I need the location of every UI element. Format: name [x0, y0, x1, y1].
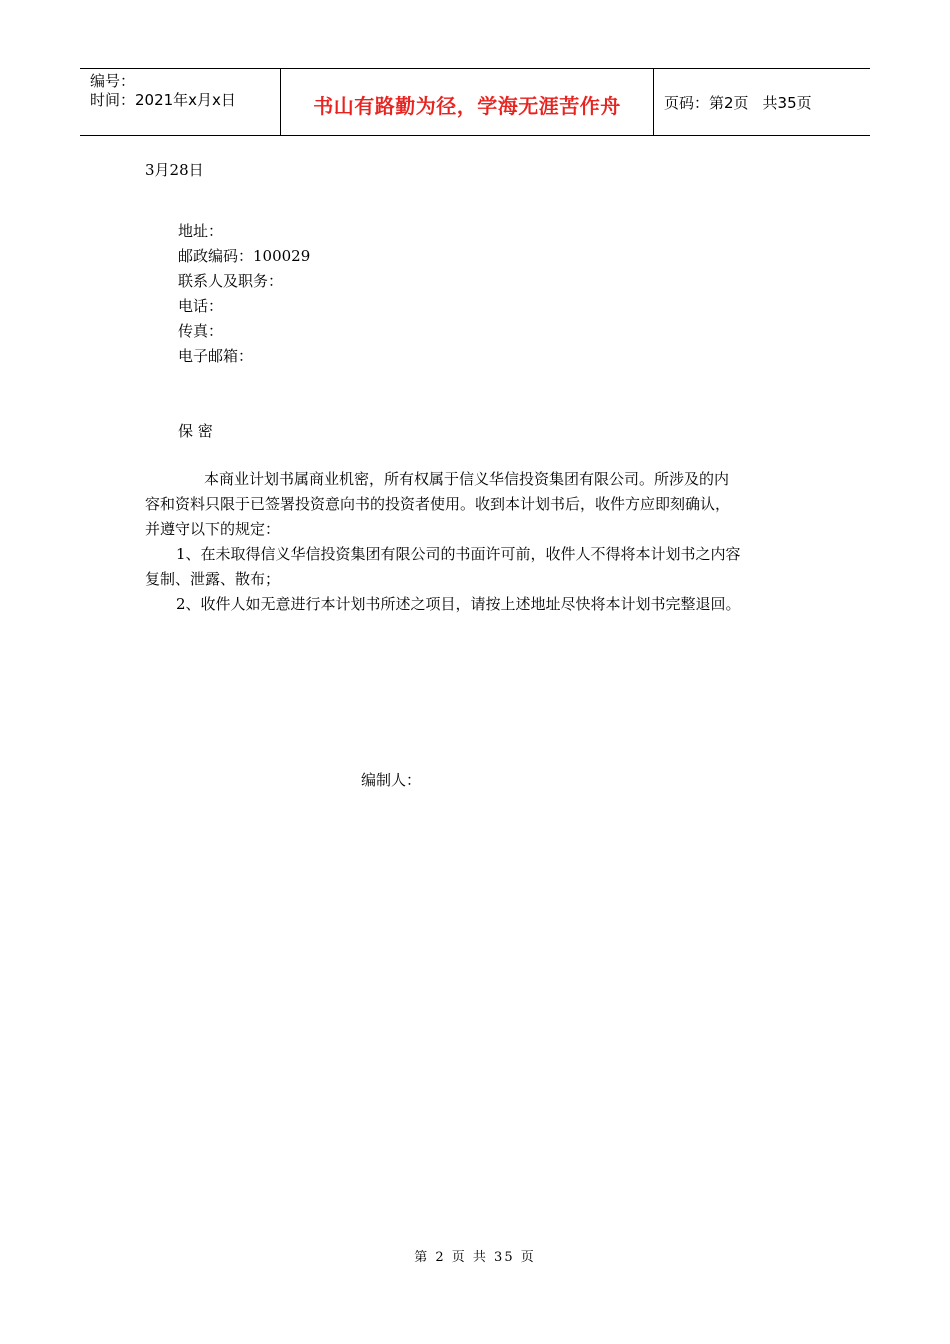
motto-text: 书山有路勤为径，学海无涯苦作舟: [313, 93, 621, 118]
fax-label: 传真：: [178, 322, 224, 340]
header-motto-cell: [281, 69, 654, 135]
page-header: [80, 68, 870, 136]
contact-person-label: 联系人及职务：: [178, 272, 284, 290]
editor-label: 编制人：: [361, 771, 422, 789]
page-number-label: 页码：第2页: [664, 93, 749, 112]
address-label: 地址：: [178, 222, 224, 240]
serial-number-label: 编号：: [90, 72, 136, 90]
rule-1-line-1: 1、在未取得信义华信投资集团有限公司的书面许可前，收件人不得将本计划书之内容: [176, 545, 741, 563]
total-pages-label: 共35页: [762, 93, 812, 112]
confidential-body: [145, 467, 810, 617]
page-footer: [0, 1246, 950, 1265]
footer-page-text: 第 2 页 共 35 页: [414, 1250, 536, 1265]
email-label: 电子邮箱：: [178, 347, 254, 365]
rule-1-line-2: 复制、泄露、散布；: [145, 570, 281, 588]
intro-line-3: 并遵守以下的规定：: [145, 520, 281, 538]
postal-code-label: 邮政编码：100029: [178, 247, 311, 265]
date-line: 3月28日: [145, 161, 204, 179]
time-label: 时间：2021年x月x日: [90, 91, 236, 109]
phone-label: 电话：: [178, 297, 224, 315]
intro-line-2: 容和资料只限于已签署投资意向书的投资者使用。收到本计划书后，收件方应即刻确认，: [145, 495, 731, 513]
header-info-cell: [80, 69, 281, 135]
intro-line-1: 本商业计划书属商业机密，所有权属于信义华信投资集团有限公司。所涉及的内: [204, 470, 730, 488]
confidential-title: 保 密: [178, 422, 213, 440]
rule-2-line-1: 2、收件人如无意进行本计划书所述之项目，请按上述地址尽快将本计划书完整退回。: [176, 595, 741, 613]
header-page-cell: [654, 69, 870, 135]
